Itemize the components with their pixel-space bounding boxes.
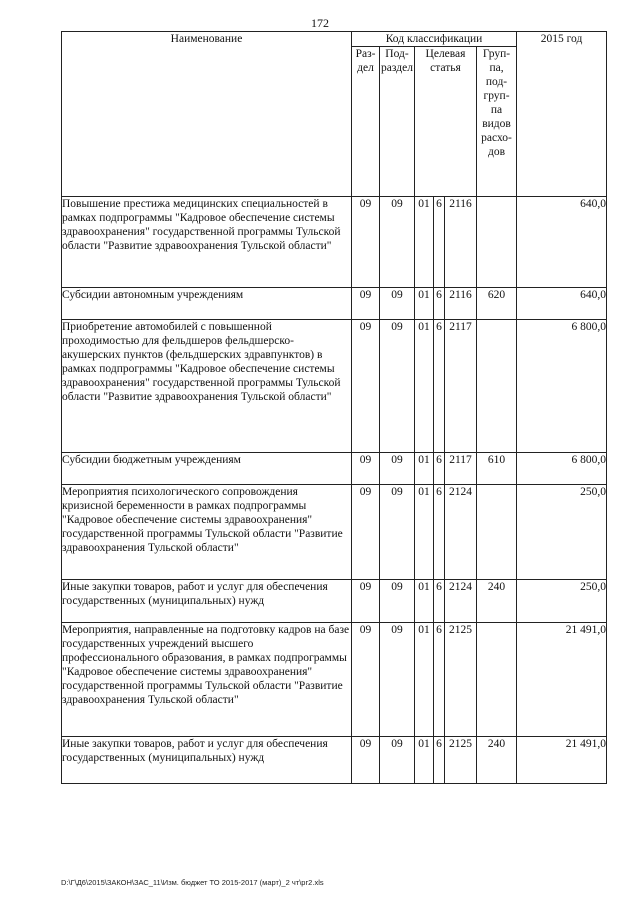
row-expense-group bbox=[477, 623, 517, 737]
row-name: Повышение престижа медицинских специальностей в рамках подпрограммы "Кадровое обеспечение системы здравоохранения" государственной программы Тульской области "Развитие здравоохранения Тульской области" bbox=[62, 197, 352, 288]
row-target-subprogram: 6 bbox=[434, 737, 445, 784]
row-amount: 21 491,0 bbox=[517, 737, 607, 784]
row-target-direction: 2117 bbox=[445, 453, 477, 485]
header-name: Наименование bbox=[62, 32, 352, 197]
row-target-subprogram: 6 bbox=[434, 485, 445, 580]
row-target-program: 01 bbox=[415, 485, 434, 580]
row-subsection: 09 bbox=[380, 580, 415, 623]
table-row bbox=[62, 453, 607, 485]
row-name: Субсидии бюджетным учреждениям bbox=[62, 453, 352, 485]
header-target-article: Целевая статья bbox=[415, 47, 477, 197]
row-target-program: 01 bbox=[415, 623, 434, 737]
row-name: Субсидии автономным учреждениям bbox=[62, 288, 352, 320]
row-section: 09 bbox=[352, 453, 380, 485]
header-expense-group: Груп- па, под- груп- па видов расхо- дов bbox=[477, 47, 517, 197]
row-target-subprogram: 6 bbox=[434, 453, 445, 485]
row-section: 09 bbox=[352, 623, 380, 737]
row-expense-group: 620 bbox=[477, 288, 517, 320]
table-row bbox=[62, 485, 607, 580]
table-row bbox=[62, 288, 607, 320]
row-target-direction: 2125 bbox=[445, 737, 477, 784]
row-name: Мероприятия, направленные на подготовку кадров на базе государственных учреждений высшего профессионального образования, в рамках подпрограммы "Кадровое обеспечение системы здравоохранения" государственной программы Тульской области "Развитие здравоохранения Тульской области" bbox=[62, 623, 352, 737]
row-amount: 21 491,0 bbox=[517, 623, 607, 737]
header-year: 2015 год bbox=[517, 32, 607, 197]
row-target-program: 01 bbox=[415, 453, 434, 485]
row-section: 09 bbox=[352, 288, 380, 320]
row-target-program: 01 bbox=[415, 580, 434, 623]
row-target-direction: 2124 bbox=[445, 485, 477, 580]
row-target-direction: 2116 bbox=[445, 288, 477, 320]
row-target-subprogram: 6 bbox=[434, 320, 445, 453]
row-subsection: 09 bbox=[380, 737, 415, 784]
row-amount: 640,0 bbox=[517, 197, 607, 288]
row-expense-group: 240 bbox=[477, 580, 517, 623]
row-amount: 6 800,0 bbox=[517, 320, 607, 453]
row-name: Иные закупки товаров, работ и услуг для обеспечения государственных (муниципальных) нужд bbox=[62, 580, 352, 623]
table-row bbox=[62, 580, 607, 623]
row-target-program: 01 bbox=[415, 737, 434, 784]
row-section: 09 bbox=[352, 580, 380, 623]
row-subsection: 09 bbox=[380, 485, 415, 580]
header-subsection: Под- раздел bbox=[380, 47, 415, 197]
file-path-footer: D:\Г\Д6\2015\ЗАКОН\ЗАС_11\Изм. бюджет ТО 2015-2017 (март)_2 чт\рг2.xls bbox=[61, 878, 324, 887]
row-section: 09 bbox=[352, 320, 380, 453]
table-row bbox=[62, 737, 607, 784]
row-expense-group bbox=[477, 485, 517, 580]
row-amount: 640,0 bbox=[517, 288, 607, 320]
row-section: 09 bbox=[352, 485, 380, 580]
row-amount: 250,0 bbox=[517, 580, 607, 623]
row-expense-group bbox=[477, 320, 517, 453]
row-name: Иные закупки товаров, работ и услуг для обеспечения государственных (муниципальных) нужд bbox=[62, 737, 352, 784]
budget-table bbox=[61, 31, 607, 784]
row-target-program: 01 bbox=[415, 320, 434, 453]
row-target-subprogram: 6 bbox=[434, 197, 445, 288]
row-target-subprogram: 6 bbox=[434, 623, 445, 737]
row-amount: 6 800,0 bbox=[517, 453, 607, 485]
row-target-subprogram: 6 bbox=[434, 288, 445, 320]
row-section: 09 bbox=[352, 737, 380, 784]
row-name: Приобретение автомобилей с повышенной проходимостью для фельдшеров фельдшерско-акушерских пунктов (фельдшерских здравпунктов) в рамках подпрограммы "Кадровое обеспечение системы здравоохранения" государственной программы Тульской области "Развитие здравоохранения Тульской области" bbox=[62, 320, 352, 453]
row-section: 09 bbox=[352, 197, 380, 288]
row-target-direction: 2125 bbox=[445, 623, 477, 737]
row-target-program: 01 bbox=[415, 288, 434, 320]
row-target-direction: 2117 bbox=[445, 320, 477, 453]
row-subsection: 09 bbox=[380, 453, 415, 485]
row-target-subprogram: 6 bbox=[434, 580, 445, 623]
table-row bbox=[62, 197, 607, 288]
row-expense-group: 610 bbox=[477, 453, 517, 485]
row-expense-group: 240 bbox=[477, 737, 517, 784]
row-target-direction: 2124 bbox=[445, 580, 477, 623]
table-row bbox=[62, 623, 607, 737]
header-classification: Код классификации bbox=[352, 32, 517, 47]
table-row bbox=[62, 320, 607, 453]
header-section: Раз- дел bbox=[352, 47, 380, 197]
row-target-program: 01 bbox=[415, 197, 434, 288]
row-subsection: 09 bbox=[380, 288, 415, 320]
row-amount: 250,0 bbox=[517, 485, 607, 580]
row-subsection: 09 bbox=[380, 197, 415, 288]
row-expense-group bbox=[477, 197, 517, 288]
page-number: 172 bbox=[311, 16, 329, 30]
row-subsection: 09 bbox=[380, 320, 415, 453]
row-subsection: 09 bbox=[380, 623, 415, 737]
row-name: Мероприятия психологического сопровождения кризисной беременности в рамках подпрограммы "Кадровое обеспечение системы здравоохранения" государственной программы Тульской области "Развитие здравоохранения Тульской области" bbox=[62, 485, 352, 580]
row-target-direction: 2116 bbox=[445, 197, 477, 288]
